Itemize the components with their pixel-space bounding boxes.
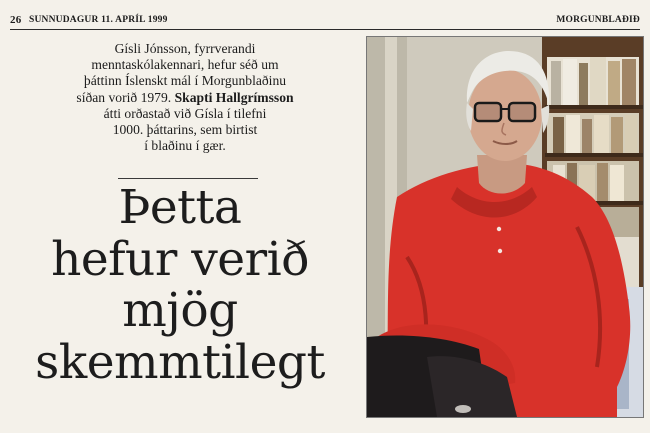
intro-line — [30, 90, 340, 106]
intro-line: þáttinn Íslenskt mál í Morgunblaðinu — [83, 73, 287, 89]
headline-line: hefur verið — [51, 231, 309, 287]
header-divider — [10, 29, 640, 30]
issue-date: SUNNUDAGUR 11. APRÍL 1999 — [29, 15, 168, 25]
page-header — [10, 14, 640, 28]
intro-line: 1000. þáttarins, sem birtist — [112, 122, 258, 138]
headline-line: mjög — [122, 283, 238, 338]
portrait-photo — [366, 36, 644, 418]
intro-line: í blaðinu í gær. — [144, 138, 226, 154]
publication-name: MORGUNBLAÐIÐ — [556, 15, 640, 25]
intro-divider — [118, 178, 258, 179]
author-name: Skapti Hallgrímsson — [174, 89, 294, 105]
intro-text — [30, 41, 340, 154]
intro-line: menntaskólakennari, hefur séð um — [91, 57, 279, 73]
intro-line: átti orðastað við Gísla í tilefni — [103, 105, 267, 121]
headline-line: Þetta — [118, 180, 242, 235]
headline — [0, 182, 360, 388]
portrait-illustration — [367, 37, 643, 417]
intro-line-plain: síðan vorið 1979. — [76, 89, 172, 105]
intro-line: Gísli Jónsson, fyrrverandi — [114, 41, 256, 56]
headline-line: skemmtilegt — [35, 334, 325, 390]
page-number: 26 — [10, 14, 22, 26]
